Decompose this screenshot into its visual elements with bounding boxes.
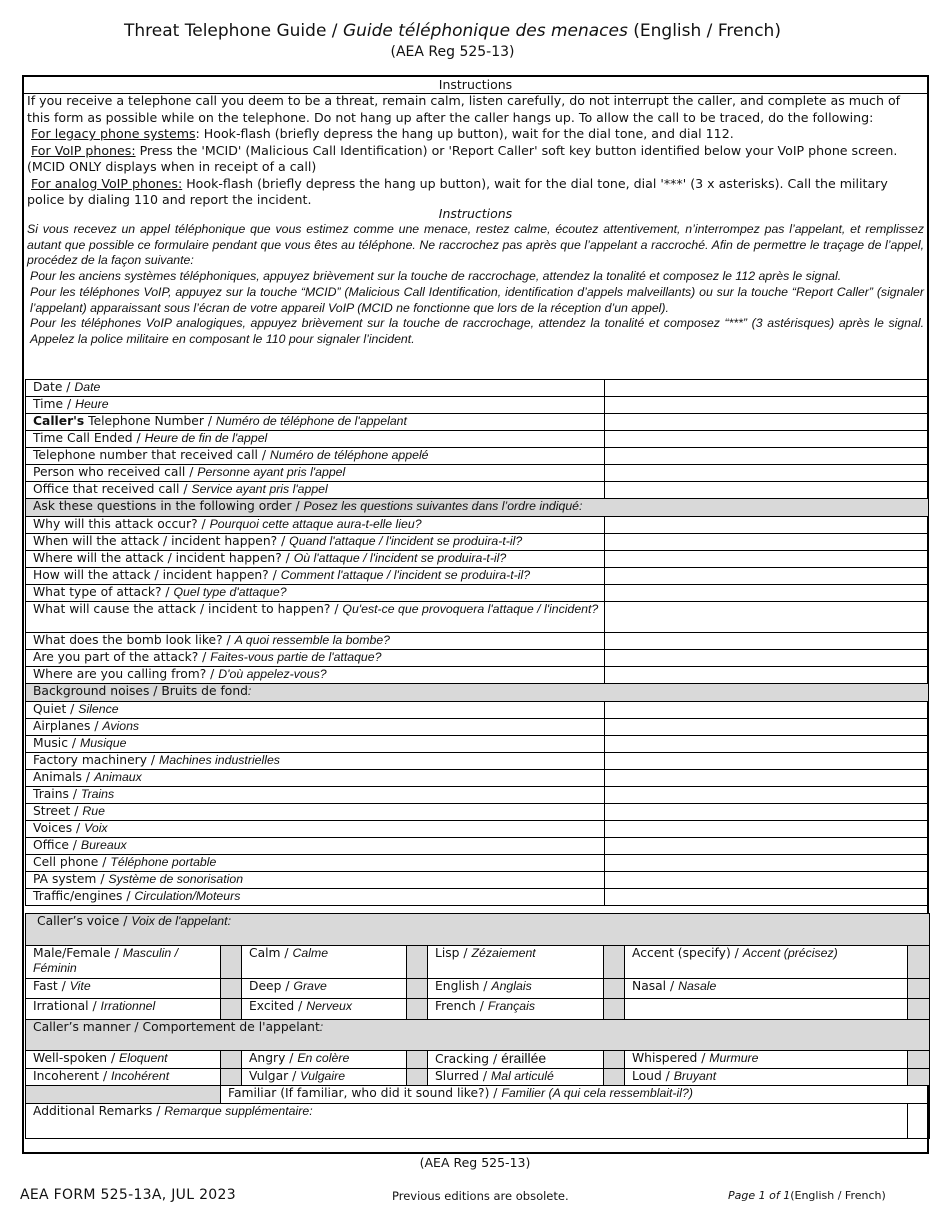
- title-english: Threat Telephone Guide /: [124, 21, 338, 41]
- question-row-text-en: When will the attack / incident happen? /: [33, 534, 286, 548]
- call-info-row-label: [26, 465, 605, 482]
- call-info-row-answer[interactable]: [605, 397, 929, 414]
- call-info-row-answer[interactable]: [605, 380, 929, 397]
- voice-option-label: Nasal / Nasale: [625, 979, 908, 999]
- manner-option-label: Vulgar / Vulgaire: [242, 1069, 407, 1086]
- noise-row-label: [26, 855, 605, 872]
- instructions-heading: Instructions: [24, 77, 927, 94]
- call-info-row-text-fr: Personne ayant pris l'appel: [197, 465, 346, 479]
- noise-row-text-en: Trains /: [33, 787, 77, 801]
- call-info-row-text-fr: Numéro de téléphone de l'appelant: [215, 414, 407, 428]
- noise-row-text-fr: Machines industrielles: [158, 753, 280, 767]
- question-row-text-fr: Où l'attaque / l'incident se produira-t-il?: [293, 551, 507, 565]
- question-row-text-en: Where are you calling from? /: [33, 667, 215, 681]
- question-row-text-fr: Pourquoi cette attaque aura-t-elle lieu?: [209, 517, 422, 531]
- call-info-row-answer[interactable]: [605, 482, 929, 499]
- voice-option-label: Fast / Vite: [26, 979, 221, 999]
- question-row-text-fr: Quand l'attaque / l'incident se produira-t-il?: [289, 534, 523, 548]
- call-info-row-label: [26, 380, 605, 397]
- manner-option-label: Cracking / éraillée: [428, 1051, 604, 1069]
- manner-option-label: Incoherent / Incohérent: [26, 1069, 221, 1086]
- voice-option-label: Excited / Nerveux: [242, 999, 407, 1020]
- call-details-table: [25, 379, 929, 906]
- voice-option-checkbox[interactable]: [407, 979, 428, 999]
- noise-row-text-fr: Musique: [79, 736, 127, 750]
- noise-row-text-en: Cell phone /: [33, 855, 107, 869]
- page-subtitle: (AEA Reg 525-13): [390, 44, 515, 60]
- voice-option-checkbox[interactable]: [604, 979, 625, 999]
- noise-row-answer[interactable]: [605, 702, 929, 719]
- call-info-row-text-fr: Heure de fin de l'appel: [144, 431, 268, 445]
- question-row-answer[interactable]: [605, 602, 929, 633]
- call-info-row-label: [26, 482, 605, 499]
- question-row-text-en: What type of attack? /: [33, 585, 170, 599]
- noise-row-label: [26, 821, 605, 838]
- instructions-intro: If you receive a telephone call you deem to be a threat, remain calm, listen carefully, do not interrupt the caller, and complete as much of this form as possible while on the telephone. Do not hang up after the caller hangs up. To allow the call to be traced, do the following:: [27, 93, 901, 125]
- noise-row-answer[interactable]: [605, 872, 929, 889]
- question-row-text-fr: Qu'est-ce que provoquera l'attaque / l'incident?: [342, 602, 599, 616]
- noise-row-label: [26, 872, 605, 889]
- instructions-voip: For VoIP phones: Press the 'MCID' (Malicious Call Identification) or 'Report Caller' soft key button identified below your VoIP phone screen. (MCID ONLY displays when in receipt of a call): [27, 142, 898, 174]
- call-info-row-text-fr: Heure: [75, 397, 109, 411]
- noise-row-label: [26, 804, 605, 821]
- question-row-text-fr: A quoi ressemble la bombe?: [234, 633, 391, 647]
- title-french: Guide téléphonique des menaces: [342, 21, 628, 41]
- question-row-label: [26, 568, 605, 585]
- voice-option-label: French / Français: [428, 999, 604, 1020]
- noise-row-label: [26, 770, 605, 787]
- noise-row-answer[interactable]: [605, 838, 929, 855]
- question-row-text-en: Where will the attack / incident happen? /: [33, 551, 290, 565]
- question-row-text-fr: Comment l'attaque / l'incident se produira-t-il?: [280, 568, 531, 582]
- manner-option-label: Whispered / Murmure: [625, 1051, 908, 1069]
- familiar-checkbox[interactable]: [26, 1086, 221, 1104]
- noise-row-text-fr: Avions: [102, 719, 140, 733]
- call-info-row-label: [26, 397, 605, 414]
- call-info-row-text-en: Date /: [33, 380, 71, 394]
- question-row-text-fr: D'où appelez-vous?: [218, 667, 327, 681]
- noise-row-text-en: Airplanes /: [33, 719, 99, 733]
- instructions-legacy: For legacy phone systems: Hook-flash (briefly depress the hang up button), wait for the dial tone, and dial 112.: [31, 126, 734, 141]
- manner-option-label: Slurred / Mal articulé: [428, 1069, 604, 1086]
- call-info-row-label: [26, 448, 605, 465]
- question-row-text-fr: Quel type d'attaque?: [173, 585, 287, 599]
- noise-row-text-fr: Rue: [82, 804, 105, 818]
- voice-option-label: Irrational / Irrationnel: [26, 999, 221, 1020]
- noise-row-text-fr: Circulation/Moteurs: [134, 889, 241, 903]
- noise-row-label: [26, 719, 605, 736]
- noise-row-text-en: Animals /: [33, 770, 91, 784]
- call-info-row-answer[interactable]: [605, 431, 929, 448]
- noise-row-text-fr: Bureaux: [80, 838, 127, 852]
- voice-option-label: Lisp / Zézaiement: [428, 946, 604, 979]
- voice-option-empty: [625, 999, 908, 1020]
- question-row-text-fr: Faites-vous partie de l'attaque?: [210, 650, 382, 664]
- voice-option-label: Calm / Calme: [242, 946, 407, 979]
- question-row-text-en: How will the attack / incident happen? /: [33, 568, 277, 582]
- instructions-fr-intro: Si vous recevez un appel téléphonique que vous estimez comme une menace, restez calme, écoutez attentivement, n’interrompez pas l’appelant, et remplissez autant que possible ce formulaire pendant que vous êtes au téléphone. Ne raccrochez pas après que l’appelant a raccroché. Afin de permettre le traçage de l’appel, procédez de la façon suivante:: [27, 222, 924, 268]
- question-row-answer[interactable]: [605, 650, 929, 667]
- call-info-row-text-en: Time /: [33, 397, 72, 411]
- manner-option-checkbox[interactable]: [908, 1069, 930, 1086]
- instructions-fr-voip: Pour les téléphones VoIP, appuyez sur la touche “MCID” (Malicious Call Identification, identification d’appels malveillants) ou sur la touche “Report Caller” (signaler l’appelant) apparaissant sous l’écran de votre appareil VoIP (MCID ne fonctionne que lors de la réception d’un appel).: [30, 284, 924, 315]
- noise-row-text-en: Street /: [33, 804, 79, 818]
- noise-row-answer[interactable]: [605, 889, 929, 906]
- voice-option-label: Male/Female / Masculin / Féminin: [26, 946, 221, 979]
- noise-row-text-fr: Trains: [80, 787, 115, 801]
- noise-row-answer[interactable]: [605, 821, 929, 838]
- footer-regulation: (AEA Reg 525-13): [419, 1155, 531, 1170]
- question-row-label: [26, 633, 605, 650]
- question-row-answer[interactable]: [605, 551, 929, 568]
- remarks-field[interactable]: Additional Remarks / Remarque supplémentaire:: [26, 1104, 908, 1139]
- voice-option-checkbox[interactable]: [407, 946, 428, 979]
- manner-option-checkbox[interactable]: [407, 1069, 428, 1086]
- manner-option-checkbox[interactable]: [221, 1051, 242, 1069]
- noise-row-label: [26, 889, 605, 906]
- obsolete-notice: Previous editions are obsolete.: [392, 1189, 569, 1203]
- voice-option-checkbox[interactable]: [407, 999, 428, 1020]
- call-info-row-label: [26, 414, 605, 431]
- call-info-row-text-en: Person who received call /: [33, 465, 194, 479]
- noise-row-text-en: PA system /: [33, 872, 105, 886]
- question-row-label: [26, 667, 605, 684]
- noise-row-answer[interactable]: [605, 736, 929, 753]
- questions-header: Ask these questions in the following order / Posez les questions suivantes dans l’ordre indiqué:: [26, 499, 929, 517]
- question-row-text-en: Are you part of the attack? /: [33, 650, 207, 664]
- question-row-text-en: What will cause the attack / incident to happen? /: [33, 602, 339, 616]
- noise-row-text-en: Traffic/engines /: [33, 889, 131, 903]
- noise-row-text-fr: Système de sonorisation: [108, 872, 244, 886]
- noise-row-answer[interactable]: [605, 855, 929, 872]
- noise-row-text-fr: Téléphone portable: [110, 855, 217, 869]
- voice-header: Caller’s voice / Voix de l'appelant:: [26, 914, 930, 946]
- instructions-analog: For analog VoIP phones: Hook-flash (briefly depress the hang up button), wait for the dial tone, dial '***' (3 x asterisks). Call the military police by dialing 110 and report the incident.: [27, 175, 888, 207]
- call-info-row-answer[interactable]: [605, 448, 929, 465]
- voice-option-checkbox[interactable]: [908, 946, 930, 979]
- voice-option-checkbox[interactable]: [221, 999, 242, 1020]
- manner-option-label: Well-spoken / Eloquent: [26, 1051, 221, 1069]
- call-info-row-text-fr: Service ayant pris l'appel: [191, 482, 328, 496]
- title-languages: (English / French): [633, 21, 781, 41]
- call-info-row-text-fr: Date: [74, 380, 101, 394]
- form-number: AEA FORM 525-13A, JUL 2023: [20, 1187, 236, 1203]
- noise-row-answer[interactable]: [605, 719, 929, 736]
- page-title: [0, 20, 905, 42]
- call-info-row-text-en: Office that received call /: [33, 482, 188, 496]
- noise-row-label: [26, 736, 605, 753]
- noise-row-answer[interactable]: [605, 753, 929, 770]
- voice-option-checkbox[interactable]: [908, 979, 930, 999]
- instructions-french-heading: Instructions: [438, 206, 513, 221]
- page-indicator: Page 1 of 1(English / French): [728, 1189, 886, 1202]
- question-row-label: [26, 517, 605, 534]
- voice-option-checkbox[interactable]: [604, 999, 625, 1020]
- noise-row-text-en: Quiet /: [33, 702, 75, 716]
- noise-row-text-fr: Voix: [84, 821, 108, 835]
- call-info-row-text-en: Caller's Telephone Number /: [33, 414, 212, 428]
- noise-row-text-en: Office /: [33, 838, 77, 852]
- question-row-text-en: What does the bomb look like? /: [33, 633, 231, 647]
- question-row-label: [26, 602, 605, 633]
- manner-option-checkbox[interactable]: [604, 1069, 625, 1086]
- question-row-answer[interactable]: [605, 667, 929, 684]
- manner-option-label: Loud / Bruyant: [625, 1069, 908, 1086]
- manner-option-label: Angry / En colère: [242, 1051, 407, 1069]
- question-row-answer[interactable]: [605, 633, 929, 650]
- voice-option-label: Accent (specify) / Accent (précisez): [625, 946, 908, 979]
- voice-option-checkbox[interactable]: [908, 999, 930, 1020]
- call-info-row-answer[interactable]: [605, 414, 929, 431]
- noise-row-answer[interactable]: [605, 770, 929, 787]
- noise-row-label: [26, 838, 605, 855]
- call-info-row-label: [26, 431, 605, 448]
- noise-row-text-en: Voices /: [33, 821, 81, 835]
- remarks-end-cell: [908, 1104, 930, 1139]
- familiar-label: Familiar (If familiar, who did it sound like?) / Familier (A qui cela ressemblait-il?): [221, 1086, 930, 1104]
- voice-option-label: English / Anglais: [428, 979, 604, 999]
- call-info-row-text-fr: Numéro de téléphone appelé: [269, 448, 429, 462]
- noise-row-text-en: Factory machinery /: [33, 753, 156, 767]
- noise-row-text-fr: Silence: [78, 702, 119, 716]
- noise-row-text-fr: Animaux: [93, 770, 142, 784]
- call-info-row-answer[interactable]: [605, 465, 929, 482]
- noises-header: Background noises / Bruits de fond:: [26, 684, 929, 702]
- manner-option-checkbox[interactable]: [221, 1069, 242, 1086]
- noise-row-label: [26, 787, 605, 804]
- noise-row-text-en: Music /: [33, 736, 77, 750]
- noise-row-answer[interactable]: [605, 787, 929, 804]
- manner-header: Caller’s manner / Comportement de l'appelant:: [26, 1020, 930, 1051]
- instructions-fr-legacy: Pour les anciens systèmes téléphoniques, appuyez brièvement sur la touche de raccrochage, attendez la tonalité et composez le 112 après le signal.: [30, 269, 842, 284]
- voice-option-label: Deep / Grave: [242, 979, 407, 999]
- instructions-french: [27, 222, 924, 348]
- noise-row-label: [26, 702, 605, 719]
- instructions-english: [27, 93, 925, 209]
- question-row-text-en: Why will this attack occur? /: [33, 517, 206, 531]
- voice-option-checkbox[interactable]: [221, 979, 242, 999]
- question-row-answer[interactable]: [605, 517, 929, 534]
- caller-characteristics-table: [25, 913, 930, 1139]
- noise-row-answer[interactable]: [605, 804, 929, 821]
- manner-option-checkbox[interactable]: [407, 1051, 428, 1069]
- question-row-answer[interactable]: [605, 534, 929, 551]
- question-row-label: [26, 551, 605, 568]
- question-row-label: [26, 650, 605, 667]
- question-row-answer[interactable]: [605, 568, 929, 585]
- question-row-answer[interactable]: [605, 585, 929, 602]
- call-info-row-text-en: Time Call Ended /: [33, 431, 141, 445]
- manner-option-checkbox[interactable]: [604, 1051, 625, 1069]
- manner-option-checkbox[interactable]: [908, 1051, 930, 1069]
- question-row-label: [26, 534, 605, 551]
- noise-row-label: [26, 753, 605, 770]
- call-info-row-text-en: Telephone number that received call /: [33, 448, 266, 462]
- voice-option-checkbox[interactable]: [604, 946, 625, 979]
- instructions-fr-analog: Pour les téléphones VoIP analogiques, appuyez brièvement sur la touche de raccrochage, attendez la tonalité et composez “***” (3 astérisques) après le signal. Appelez la police militaire en composant le 110 pour signaler l’incident.: [30, 316, 924, 346]
- question-row-label: [26, 585, 605, 602]
- voice-option-checkbox[interactable]: [221, 946, 242, 979]
